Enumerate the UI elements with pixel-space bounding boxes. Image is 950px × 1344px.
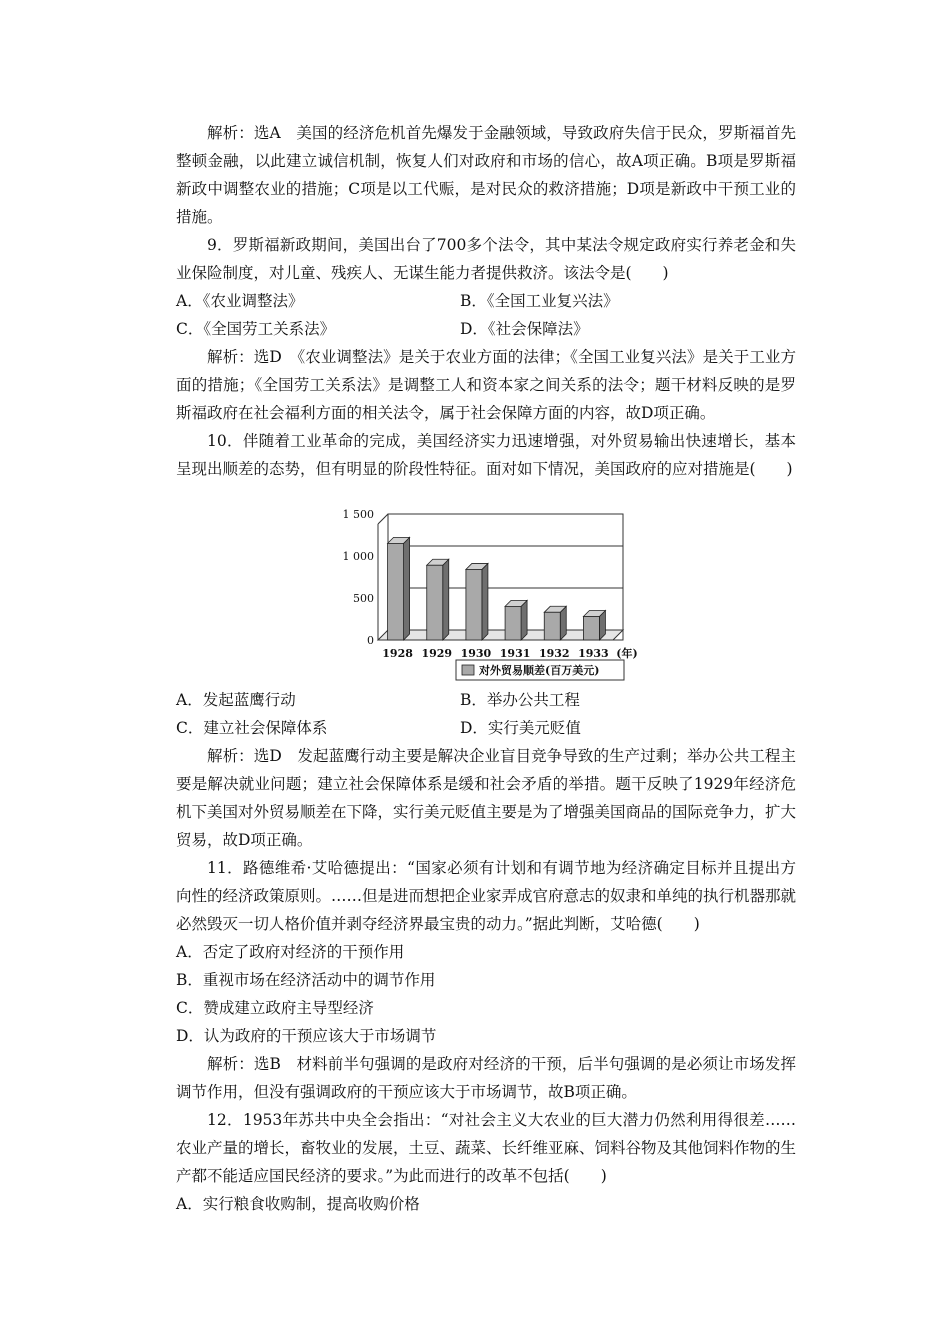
explanation-q9: 解析：选D 《农业调整法》是关于农业方面的法律；《全国工业复兴法》是关于工业方面的措施；《全国劳工关系法》是调整工人和资本家之间关系的法令；题干材料反映的是罗斯福政府在社会福利方面的相关法令，属于社会保障方面的内容，故D项正确。 — [176, 348, 796, 422]
q11-option-b: B．重视市场在经济活动中的调节作用 — [176, 971, 436, 989]
q12-option-a: A．实行粮食收购制，提高收购价格 — [176, 1195, 420, 1213]
bar — [427, 565, 443, 640]
bar — [466, 569, 482, 640]
q9-option-d: D．《社会保障法》 — [460, 320, 589, 338]
bar — [505, 606, 521, 640]
bar — [544, 612, 560, 640]
x-tick-label: 1932 — [538, 647, 570, 660]
bar-side — [521, 600, 527, 640]
explanation-q8: 解析：选A 美国的经济危机首先爆发于金融领域，导致政府失信于民众，罗斯福首先整顿金融，以此建立诚信机制，恢复人们对政府和市场的信心，故A项正确。B项是罗斯福新政中调整农业的措施；C项是以工代赈，是对民众的救济措施；D项是新政中干预工业的措施。 — [176, 124, 796, 226]
q9-option-a: A．《农业调整法》 — [176, 292, 304, 310]
x-tick-label: 1929 — [421, 647, 453, 660]
x-tick-label: 1933 — [578, 647, 609, 660]
trade-surplus-bar-chart — [338, 508, 638, 688]
question-12: 12．1953年苏共中央全会指出：“对社会主义大农业的巨大潜力仍然利用得很差……农业产量的增长，畜牧业的发展，土豆、蔬菜、长纤维亚麻、饲料谷物及其他饲料作物的生产都不能适应国民经济的要求。”为此而进行的改革不包括( ) — [176, 1111, 797, 1185]
q10-option-d: D．实行美元贬值 — [460, 719, 581, 737]
y-tick-label: 1 500 — [342, 508, 374, 521]
bar-side — [443, 559, 449, 640]
question-9: 9．罗斯福新政期间，美国出台了700多个法令，其中某法令规定政府实行养老金和失业保险制度，对儿童、残疾人、无谋生能力者提供救济。该法令是( ) — [176, 236, 796, 282]
bar-side — [482, 563, 488, 640]
x-tick-label: 1931 — [499, 647, 531, 660]
bar — [388, 543, 404, 640]
q11-option-a: A．否定了政府对经济的干预作用 — [176, 943, 405, 961]
y-tick-label: 500 — [353, 592, 374, 605]
legend-swatch — [462, 665, 474, 675]
q10-option-c: C．建立社会保障体系 — [176, 719, 328, 737]
legend-label: 对外贸易顺差(百万美元) — [479, 664, 600, 677]
explanation-q10: 解析：选D 发起蓝鹰行动主要是解决企业盲目竞争导致的生产过剩；举办公共工程主要是解决就业问题；建立社会保障体系是缓和社会矛盾的举措。题干反映了1929年经济危机下美国对外贸易顺差在下降，实行美元贬值主要是为了增强美国商品的国际竞争力，扩大贸易，故D项正确。 — [176, 747, 797, 849]
bar — [583, 616, 599, 640]
y-axis-top-edge — [378, 514, 388, 524]
y-tick-label: 1 000 — [342, 550, 374, 563]
q11-option-d: D．认为政府的干预应该大于市场调节 — [176, 1027, 437, 1045]
bar-side — [404, 537, 410, 640]
explanation-q11: 解析：选B 材料前半句强调的是政府对经济的干预，后半句强调的是必须让市场发挥调节作用，但没有强调政府的干预应该大于市场调节，故B项正确。 — [176, 1055, 796, 1101]
q10-option-b: B．举办公共工程 — [460, 691, 580, 709]
x-axis-unit: (年) — [616, 647, 638, 660]
question-11: 11．路德维希·艾哈德提出：“国家必须有计划和有调节地为经济确定目标并且提出方向性的经济政策原则。……但是进而想把企业家弄成官府意志的奴隶和单纯的执行机器那就必然毁灭一切人格价值并剥夺经济界最宝贵的动力。”据此判断，艾哈德( ) — [176, 859, 797, 933]
q11-option-c: C．赞成建立政府主导型经济 — [176, 999, 374, 1017]
question-10: 10．伴随着工业革命的完成，美国经济实力迅速增强，对外贸易输出快速增长，基本呈现出顺差的态势，但有明显的阶段性特征。面对如下情况，美国政府的应对措施是( ) — [176, 432, 796, 478]
q10-option-a: A．发起蓝鹰行动 — [176, 691, 296, 709]
q9-option-b: B．《全国工业复兴法》 — [460, 292, 619, 310]
y-tick-label: 0 — [367, 634, 374, 647]
x-tick-label: 1928 — [382, 647, 413, 660]
q9-option-c: C．《全国劳工关系法》 — [176, 320, 336, 338]
x-tick-label: 1930 — [460, 647, 492, 660]
